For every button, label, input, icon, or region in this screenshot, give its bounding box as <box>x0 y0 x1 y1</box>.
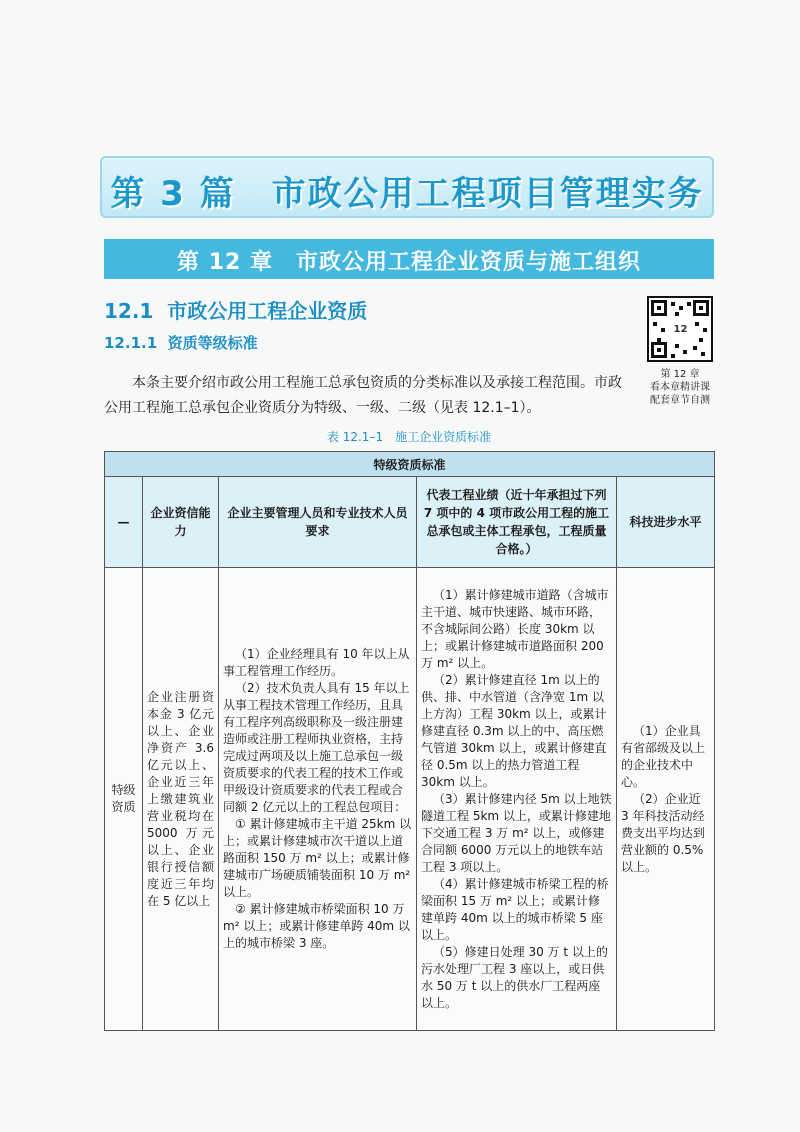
qr-caption-line: 第 12 章 <box>660 369 700 380</box>
projects-cell <box>417 568 617 1031</box>
staff-item: （1）企业经理具有 10 年以上从事工程管理工作经历。 <box>223 647 410 678</box>
intro-paragraph: 本条主要介绍市政公用工程施工总承包资质的分类标准以及承接工程范围。市政公用工程施工总承包企业资质分为特级、一级、二级（见表 12.1–1）。 <box>104 375 622 416</box>
project-item: （4）累计修建城市桥梁工程的桥梁面积 15 万 m² 以上；或累计修建单跨 40m 以上的城市桥梁 5 座以上。 <box>421 876 609 942</box>
subsection-title: 资质等级标准 <box>167 334 258 352</box>
qr-caption-line: 看本章精讲课 <box>650 382 710 393</box>
tech-item: （2）企业近 3 年科技活动经费支出平均达到营业额的 0.5% 以上。 <box>621 791 706 874</box>
staff-item: ① 累计修建城市主干道 25km 以上；或累计修建城市次干道以上道路面积 150 万 m² 以上；或累计修建城市广场硬质铺装面积 10 万 m² 以上。 <box>223 817 412 899</box>
table-row <box>105 568 715 1031</box>
section-heading <box>104 295 367 324</box>
header-cell: 代表工程业绩（近十年承担过下列 7 项中的 4 项市政公用工程的施工总承包或主体工程承包，工程质量合格。） <box>417 477 617 568</box>
grade-cell: 特级资质 <box>105 568 143 1031</box>
header-cell: 企业主要管理人员和专业技术人员要求 <box>219 477 417 568</box>
project-item: （5）修建日处理 30 万 t 以上的污水处理厂工程 3 座以上，或日供水 50 万 t 以上的供水厂工程两座以上。 <box>421 944 608 1010</box>
part-title: 第 3 篇 市政公用工程项目管理实务 <box>110 174 704 214</box>
qualification-table <box>104 451 715 1031</box>
table-banner: 特级资质标准 <box>105 452 715 477</box>
header-cell: — <box>105 477 143 568</box>
qr-caption-line: 配套章节自测 <box>650 395 710 406</box>
header-cell: 科技进步水平 <box>617 477 715 568</box>
project-item: （1）累计修建城市道路（含城市主干道、城市快速路、城市环路，不含城际间公路）长度 30km 以上；或累计修建城市道路面积 200 万 m² 以上。 <box>421 587 609 670</box>
qr-chapter-badge: 12 <box>672 321 689 338</box>
part-banner <box>100 156 714 218</box>
qr-code-icon[interactable] <box>647 296 713 362</box>
chapter-title: 第 12 章 市政公用工程企业资质与施工组织 <box>177 250 641 275</box>
staff-item: （2）技术负责人具有 15 年以上从事工程技术管理工作经历，且具有工程序列高级职称及一级注册建造师或注册工程师执业资格，主持完成过两项及以上施工总承包一级资质要求的代表工程的技术工作或甲级设计资质要求的代表工程或合同额 2 亿元以上的工程总包项目： <box>223 681 410 814</box>
chapter-banner <box>104 239 714 279</box>
tech-item: （1）企业具有省部级及以上的企业技术中心。 <box>621 723 706 789</box>
project-item: （3）累计修建内径 5m 以上地铁隧道工程 5km 以上，或累计修建地下交通工程 3 万 m² 以上，或修建合同额 6000 万元以上的地铁车站工程 3 项以上。 <box>421 791 612 874</box>
section-title: 市政公用工程企业资质 <box>167 299 368 323</box>
staff-cell <box>219 568 417 1031</box>
tech-cell <box>617 568 715 1031</box>
table-header-row <box>105 477 715 568</box>
staff-item: ② 累计修建城市桥梁面积 10 万 m² 以上；或累计修建单跨 40m 以上的城市桥梁 3 座。 <box>223 902 410 950</box>
qr-caption <box>636 368 724 407</box>
header-cell: 企业资信能力 <box>143 477 219 568</box>
subsection-heading <box>104 332 258 353</box>
table-banner-row <box>105 452 715 477</box>
section-number: 12.1 <box>104 299 154 323</box>
subsection-number: 12.1.1 <box>104 334 158 352</box>
table-caption: 表 12.1–1 施工企业资质标准 <box>326 430 492 444</box>
capital-cell: 企业注册资本金 3 亿元以上、企业净资产 3.6 亿元以上、企业近三年上缴建筑业营业税均在 5000 万元以上、企业银行授信额度近三年均在 5 亿以上 <box>143 568 219 1031</box>
project-item: （2）累计修建直径 1m 以上的供、排、中水管道（含净宽 1m 以上方沟）工程 30km 以上，或累计修建直径 0.3m 以上的中、高压燃气管道 30km 以上，或累计修建直径 0.5m 以上的热力管道工程 30km 以上。 <box>421 672 607 789</box>
